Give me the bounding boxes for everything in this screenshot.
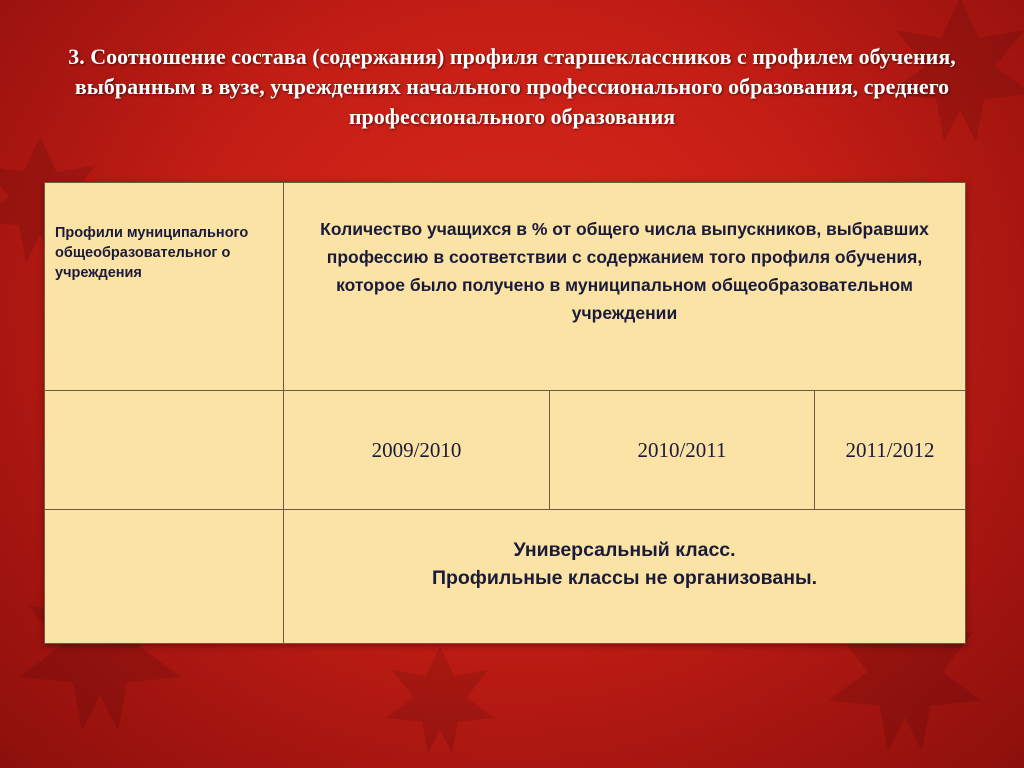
year-cell-2009: 2009/2010 <box>284 391 550 510</box>
header-count-cell: Количество учащихся в % от общего числа выпускников, выбравших профессию в соответствии с содержанием того профиля обучения, которое было получено в муниципальном общеобразовательном учреждении <box>284 183 966 391</box>
table-header-row <box>45 183 966 391</box>
note-line-universal: Универсальный класс. <box>513 539 736 561</box>
note-line-profile: Профильные классы не организованы. <box>431 567 818 589</box>
table-row <box>45 510 966 644</box>
year-cell-2010: 2010/2011 <box>550 391 815 510</box>
empty-cell <box>45 510 284 644</box>
note-cell <box>284 510 966 644</box>
slide-title: 3. Соотношение состава (содержания) профиля старшеклассников с профилем обучения, выбранным в вузе, учреждениях начального профессионального образования, среднего профессионального образования <box>68 44 956 129</box>
table-years-row <box>45 391 966 510</box>
header-profile-cell: Профили муниципального общеобразовательног о учреждения <box>45 183 284 391</box>
profile-table <box>44 182 966 644</box>
leaf-decoration-icon <box>380 640 500 760</box>
empty-cell <box>45 391 284 510</box>
year-cell-2011: 2011/2012 <box>815 391 966 510</box>
